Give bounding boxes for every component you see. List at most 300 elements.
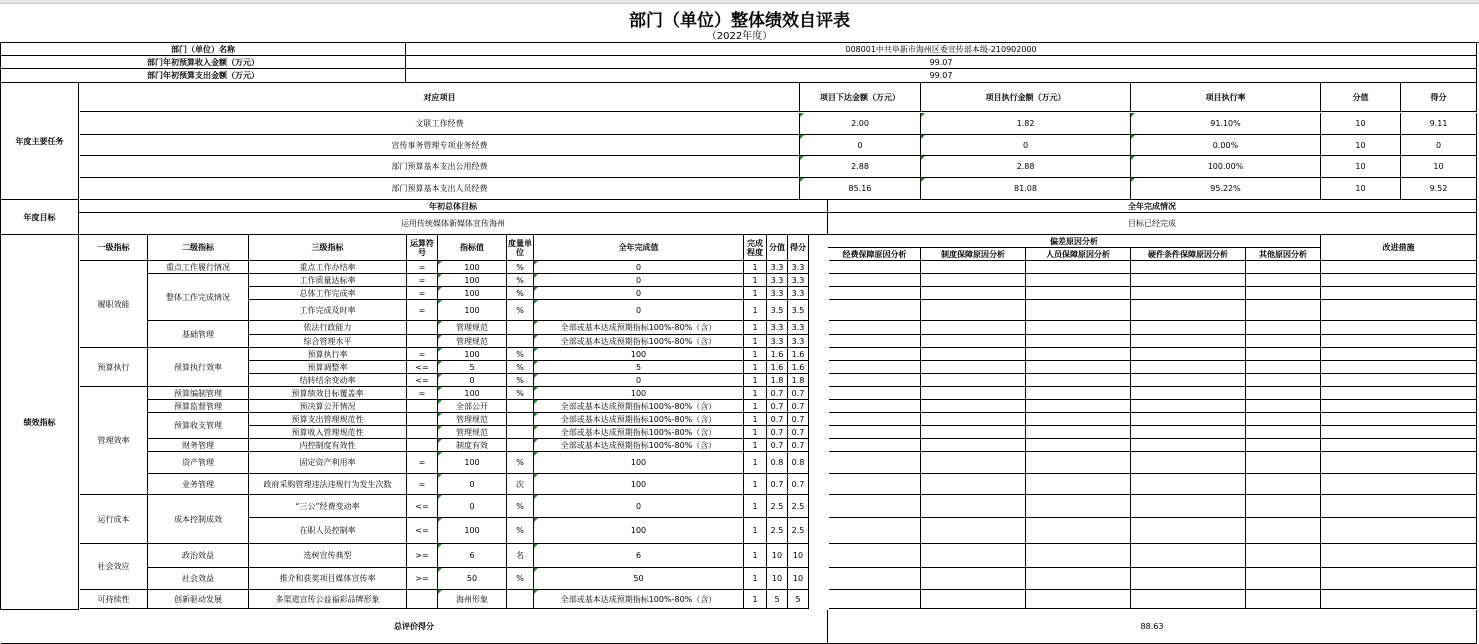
ind-row-18-col-0[interactable]: 选树宣传典型 (249, 544, 407, 568)
ind-row-19-col-0[interactable]: 推介和获奖项目媒体宣传率 (249, 568, 407, 590)
level2-9[interactable]: 业务管理 (148, 474, 249, 495)
ind-row-16-dev-4[interactable] (1246, 495, 1321, 518)
ind-row-14-dev-1[interactable] (921, 452, 1026, 474)
ind-row-12-col-4[interactable]: 全部或基本达成预期指标100%-80%（含） (534, 426, 744, 439)
expense-value[interactable]: 99.07 (406, 69, 1477, 83)
task-row-3-col-4[interactable]: 10 (1321, 178, 1401, 200)
ind-row-13-col-0[interactable]: 内控制度有效性 (249, 439, 407, 452)
dept-name-label[interactable]: 部门（单位）名称 (1, 43, 406, 56)
ind-header-actual[interactable]: 全年完成值 (534, 235, 744, 261)
ind-row-2-improve[interactable] (1321, 287, 1477, 300)
ind-row-5-col-7[interactable]: 3.3 (788, 335, 809, 348)
ind-row-17-dev-3[interactable] (1131, 518, 1246, 544)
goal-initial-value[interactable]: 运用传统媒体新媒体宣传海州 (79, 213, 828, 235)
ind-row-13-improve[interactable] (1321, 439, 1477, 452)
level2-4[interactable]: 预算编制管理 (148, 387, 249, 400)
ind-row-16-col-1[interactable]: <= (407, 495, 438, 518)
ind-row-19-col-1[interactable]: >= (407, 568, 438, 590)
ind-row-15-dev-2[interactable] (1026, 474, 1131, 495)
ind-row-10-dev-0[interactable] (829, 400, 921, 413)
ind-row-17-dev-0[interactable] (829, 518, 921, 544)
level2-3[interactable]: 预算执行效率 (148, 348, 249, 387)
ind-row-3-col-5[interactable]: 1 (744, 300, 767, 321)
ind-row-16-col-5[interactable]: 1 (744, 495, 767, 518)
tasks-header-3[interactable]: 项目执行率 (1131, 83, 1321, 112)
ind-row-15-col-4[interactable]: 100 (534, 474, 744, 495)
ind-row-19-col-2[interactable]: 50 (438, 568, 507, 590)
ind-row-19-improve[interactable] (1321, 568, 1477, 590)
ind-row-11-col-2[interactable]: 管理规范 (438, 413, 507, 426)
ind-row-8-dev-1[interactable] (921, 374, 1026, 387)
goal-section-label[interactable]: 年度目标 (1, 200, 79, 235)
ind-row-2-col-1[interactable]: = (407, 287, 438, 300)
ind-row-15-dev-4[interactable] (1246, 474, 1321, 495)
ind-row-9-dev-1[interactable] (921, 387, 1026, 400)
ind-row-5-dev-2[interactable] (1026, 335, 1131, 348)
ind-row-5-dev-3[interactable] (1131, 335, 1246, 348)
ind-row-19-col-4[interactable]: 50 (534, 568, 744, 590)
task-row-1-col-4[interactable]: 10 (1321, 135, 1401, 156)
ind-row-15-dev-3[interactable] (1131, 474, 1246, 495)
ind-row-1-dev-4[interactable] (1246, 274, 1321, 287)
ind-header-level2[interactable]: 二级指标 (148, 235, 249, 261)
ind-row-19-dev-3[interactable] (1131, 568, 1246, 590)
ind-row-11-col-6[interactable]: 0.7 (767, 413, 788, 426)
ind-row-0-dev-0[interactable] (829, 261, 921, 274)
ind-row-11-col-0[interactable]: 预算支出管理规范性 (249, 413, 407, 426)
task-row-3-col-2[interactable]: 81.08 (921, 178, 1131, 200)
ind-row-4-dev-1[interactable] (921, 321, 1026, 335)
ind-row-0-col-1[interactable]: = (407, 261, 438, 274)
ind-row-20-col-5[interactable]: 1 (744, 590, 767, 609)
tasks-header-1[interactable]: 项目下达金额（万元） (800, 83, 921, 112)
ind-row-15-col-5[interactable]: 1 (744, 474, 767, 495)
ind-row-3-col-6[interactable]: 3.5 (767, 300, 788, 321)
ind-row-12-dev-1[interactable] (921, 426, 1026, 439)
ind-row-0-col-0[interactable]: 重点工作办结率 (249, 261, 407, 274)
task-row-2-col-4[interactable]: 10 (1321, 156, 1401, 178)
ind-row-2-dev-4[interactable] (1246, 287, 1321, 300)
ind-row-13-col-5[interactable]: 1 (744, 439, 767, 452)
ind-row-17-dev-2[interactable] (1026, 518, 1131, 544)
ind-row-1-dev-1[interactable] (921, 274, 1026, 287)
ind-row-19-col-5[interactable]: 1 (744, 568, 767, 590)
ind-row-8-dev-0[interactable] (829, 374, 921, 387)
ind-row-7-col-0[interactable]: 预算调整率 (249, 361, 407, 374)
level1-3[interactable]: 运行成本 (80, 495, 148, 544)
ind-row-6-col-0[interactable]: 预算执行率 (249, 348, 407, 361)
ind-row-14-dev-0[interactable] (829, 452, 921, 474)
ind-row-15-col-2[interactable]: 0 (438, 474, 507, 495)
ind-row-16-col-4[interactable]: 0 (534, 495, 744, 518)
level2-10[interactable]: 成本控制成效 (148, 495, 249, 544)
ind-row-0-col-5[interactable]: 1 (744, 261, 767, 274)
ind-row-20-col-6[interactable]: 5 (767, 590, 788, 609)
ind-row-7-col-2[interactable]: 5 (438, 361, 507, 374)
ind-row-16-col-6[interactable]: 2.5 (767, 495, 788, 518)
ind-row-6-col-3[interactable]: % (507, 348, 534, 361)
ind-header-score[interactable]: 得分 (788, 235, 809, 261)
task-row-1-col-3[interactable]: 0.00% (1131, 135, 1321, 156)
level2-12[interactable]: 社会效益 (148, 568, 249, 590)
ind-row-8-col-5[interactable]: 1 (744, 374, 767, 387)
ind-row-7-improve[interactable] (1321, 361, 1477, 374)
level2-7[interactable]: 财务管理 (148, 439, 249, 452)
ind-row-16-col-3[interactable]: % (507, 495, 534, 518)
ind-row-1-col-0[interactable]: 工作质量达标率 (249, 274, 407, 287)
ind-row-1-improve[interactable] (1321, 274, 1477, 287)
ind-row-4-col-1[interactable] (407, 321, 438, 335)
ind-row-7-dev-2[interactable] (1026, 361, 1131, 374)
tasks-header-4[interactable]: 分值 (1321, 83, 1401, 112)
ind-row-9-col-4[interactable]: 100 (534, 387, 744, 400)
level2-8[interactable]: 资产管理 (148, 452, 249, 474)
ind-row-6-dev-0[interactable] (829, 348, 921, 361)
ind-row-3-dev-4[interactable] (1246, 300, 1321, 321)
ind-row-14-dev-4[interactable] (1246, 452, 1321, 474)
ind-row-0-col-7[interactable]: 3.3 (788, 261, 809, 274)
ind-row-20-col-3[interactable] (507, 590, 534, 609)
ind-row-13-col-6[interactable]: 0.7 (767, 439, 788, 452)
ind-row-16-dev-1[interactable] (921, 495, 1026, 518)
task-row-2-col-5[interactable]: 10 (1401, 156, 1477, 178)
ind-row-14-improve[interactable] (1321, 452, 1477, 474)
ind-header-level3[interactable]: 三级指标 (249, 235, 407, 261)
level2-1[interactable]: 整体工作完成情况 (148, 274, 249, 321)
ind-row-15-improve[interactable] (1321, 474, 1477, 495)
indicators-section-label[interactable]: 绩效指标 (1, 235, 79, 610)
goal-initial-header[interactable]: 年初总体目标 (79, 200, 828, 213)
ind-row-3-dev-2[interactable] (1026, 300, 1131, 321)
ind-row-16-dev-3[interactable] (1131, 495, 1246, 518)
ind-row-1-col-5[interactable]: 1 (744, 274, 767, 287)
ind-row-2-dev-0[interactable] (829, 287, 921, 300)
ind-row-3-dev-0[interactable] (829, 300, 921, 321)
ind-row-12-col-1[interactable] (407, 426, 438, 439)
ind-row-8-improve[interactable] (1321, 374, 1477, 387)
ind-row-20-col-2[interactable]: 海州形象 (438, 590, 507, 609)
level2-0[interactable]: 重点工作履行情况 (148, 261, 249, 274)
ind-row-5-dev-0[interactable] (829, 335, 921, 348)
ind-row-8-col-6[interactable]: 1.8 (767, 374, 788, 387)
ind-row-9-dev-3[interactable] (1131, 387, 1246, 400)
ind-row-16-dev-0[interactable] (829, 495, 921, 518)
ind-row-4-dev-3[interactable] (1131, 321, 1246, 335)
ind-row-6-col-7[interactable]: 1.6 (788, 348, 809, 361)
ind-row-12-col-2[interactable]: 管理规范 (438, 426, 507, 439)
ind-row-7-col-5[interactable]: 1 (744, 361, 767, 374)
ind-row-5-col-4[interactable]: 全部或基本达成预期指标100%-80%（含） (534, 335, 744, 348)
ind-header-unit[interactable]: 度量单位 (507, 235, 534, 261)
tasks-section-label[interactable]: 年度主要任务 (1, 83, 79, 200)
ind-row-6-dev-3[interactable] (1131, 348, 1246, 361)
ind-header-operator[interactable]: 运算符号 (407, 235, 438, 261)
ind-row-20-col-1[interactable] (407, 590, 438, 609)
ind-row-20-dev-0[interactable] (829, 590, 921, 609)
ind-row-17-col-2[interactable]: 100 (438, 518, 507, 544)
ind-row-4-col-2[interactable]: 管理规范 (438, 321, 507, 335)
ind-row-18-dev-3[interactable] (1131, 544, 1246, 568)
ind-row-15-col-6[interactable]: 0.7 (767, 474, 788, 495)
task-row-0-col-2[interactable]: 1.82 (921, 113, 1131, 135)
ind-row-18-dev-4[interactable] (1246, 544, 1321, 568)
tasks-header-0[interactable]: 对应项目 (80, 83, 800, 112)
ind-row-17-improve[interactable] (1321, 518, 1477, 544)
ind-row-9-col-6[interactable]: 0.7 (767, 387, 788, 400)
ind-row-11-col-3[interactable] (507, 413, 534, 426)
ind-row-18-col-4[interactable]: 6 (534, 544, 744, 568)
ind-row-9-col-7[interactable]: 0.7 (788, 387, 809, 400)
level1-1[interactable]: 预算执行 (80, 348, 148, 387)
ind-row-12-dev-3[interactable] (1131, 426, 1246, 439)
ind-row-9-improve[interactable] (1321, 387, 1477, 400)
ind-row-18-col-1[interactable]: >= (407, 544, 438, 568)
ind-row-14-col-2[interactable]: 100 (438, 452, 507, 474)
level2-2[interactable]: 基础管理 (148, 321, 249, 348)
ind-row-8-col-1[interactable]: <= (407, 374, 438, 387)
ind-row-9-col-5[interactable]: 1 (744, 387, 767, 400)
ind-row-9-col-2[interactable]: 100 (438, 387, 507, 400)
ind-row-17-col-4[interactable]: 100 (534, 518, 744, 544)
ind-row-9-dev-2[interactable] (1026, 387, 1131, 400)
ind-row-1-col-1[interactable]: = (407, 274, 438, 287)
ind-row-12-dev-0[interactable] (829, 426, 921, 439)
ind-row-10-col-1[interactable] (407, 400, 438, 413)
ind-row-0-improve[interactable] (1321, 261, 1477, 274)
ind-header-improve[interactable]: 改进措施 (1321, 235, 1477, 261)
ind-row-18-col-5[interactable]: 1 (744, 544, 767, 568)
ind-row-6-col-5[interactable]: 1 (744, 348, 767, 361)
ind-row-10-dev-2[interactable] (1026, 400, 1131, 413)
income-label[interactable]: 部门年初预算收入金额（万元） (1, 56, 406, 69)
ind-row-10-col-7[interactable]: 0.7 (788, 400, 809, 413)
ind-row-13-dev-4[interactable] (1246, 439, 1321, 452)
ind-row-8-col-3[interactable]: % (507, 374, 534, 387)
ind-row-18-dev-0[interactable] (829, 544, 921, 568)
ind-row-14-col-5[interactable]: 1 (744, 452, 767, 474)
ind-header-dev-3[interactable]: 硬件条件保障原因分析 (1131, 248, 1246, 261)
goal-completion-header[interactable]: 全年完成情况 (828, 200, 1477, 213)
ind-row-19-dev-4[interactable] (1246, 568, 1321, 590)
ind-row-0-col-6[interactable]: 3.3 (767, 261, 788, 274)
ind-row-17-col-0[interactable]: 在职人员控制率 (249, 518, 407, 544)
ind-row-0-dev-2[interactable] (1026, 261, 1131, 274)
level1-2[interactable]: 管理效率 (80, 387, 148, 495)
task-row-3-col-0[interactable]: 部门预算基本支出人员经费 (80, 178, 800, 200)
ind-row-17-col-3[interactable]: % (507, 518, 534, 544)
ind-row-16-dev-2[interactable] (1026, 495, 1131, 518)
ind-row-15-col-3[interactable]: 次 (507, 474, 534, 495)
ind-row-17-col-7[interactable]: 2.5 (788, 518, 809, 544)
ind-row-5-col-1[interactable] (407, 335, 438, 348)
ind-row-6-col-1[interactable]: = (407, 348, 438, 361)
ind-row-3-col-0[interactable]: 工作完成及时率 (249, 300, 407, 321)
ind-row-13-dev-0[interactable] (829, 439, 921, 452)
ind-row-3-improve[interactable] (1321, 300, 1477, 321)
ind-row-9-col-1[interactable]: = (407, 387, 438, 400)
ind-row-7-col-1[interactable]: <= (407, 361, 438, 374)
ind-row-0-col-2[interactable]: 100 (438, 261, 507, 274)
task-row-1-col-1[interactable]: 0 (800, 135, 921, 156)
ind-row-15-col-0[interactable]: 政府采购管理违法违规行为发生次数 (249, 474, 407, 495)
ind-row-15-dev-1[interactable] (921, 474, 1026, 495)
ind-header-deviation[interactable]: 偏差原因分析 (828, 235, 1321, 248)
ind-row-11-col-7[interactable]: 0.7 (788, 413, 809, 426)
ind-row-10-dev-1[interactable] (921, 400, 1026, 413)
ind-row-9-col-0[interactable]: 预算绩效目标覆盖率 (249, 387, 407, 400)
ind-row-0-col-4[interactable]: 0 (534, 261, 744, 274)
ind-row-8-col-4[interactable]: 0 (534, 374, 744, 387)
ind-row-13-dev-2[interactable] (1026, 439, 1131, 452)
total-label[interactable]: 总评价得分 (1, 610, 828, 644)
ind-row-17-col-1[interactable]: <= (407, 518, 438, 544)
ind-row-11-dev-4[interactable] (1246, 413, 1321, 426)
ind-row-6-col-4[interactable]: 100 (534, 348, 744, 361)
ind-row-3-col-1[interactable]: = (407, 300, 438, 321)
task-row-1-col-5[interactable]: 0 (1401, 135, 1477, 156)
ind-row-16-col-0[interactable]: “三公”经费变动率 (249, 495, 407, 518)
ind-row-5-col-3[interactable] (507, 335, 534, 348)
ind-row-6-col-2[interactable]: 100 (438, 348, 507, 361)
ind-row-14-col-1[interactable]: = (407, 452, 438, 474)
ind-row-4-improve[interactable] (1321, 321, 1477, 335)
task-row-2-col-3[interactable]: 100.00% (1131, 156, 1321, 178)
ind-row-10-dev-4[interactable] (1246, 400, 1321, 413)
tasks-header-2[interactable]: 项目执行金额（万元） (921, 83, 1131, 112)
ind-row-2-col-3[interactable]: % (507, 287, 534, 300)
ind-row-2-col-7[interactable]: 3.3 (788, 287, 809, 300)
ind-row-19-col-6[interactable]: 10 (767, 568, 788, 590)
ind-row-11-improve[interactable] (1321, 413, 1477, 426)
ind-row-17-dev-1[interactable] (921, 518, 1026, 544)
level1-0[interactable]: 履职效能 (80, 261, 148, 348)
ind-row-2-dev-1[interactable] (921, 287, 1026, 300)
ind-row-7-col-6[interactable]: 1.6 (767, 361, 788, 374)
ind-row-1-col-2[interactable]: 100 (438, 274, 507, 287)
ind-row-4-col-7[interactable]: 3.3 (788, 321, 809, 335)
ind-row-4-dev-0[interactable] (829, 321, 921, 335)
ind-row-9-col-3[interactable]: % (507, 387, 534, 400)
ind-row-19-col-7[interactable]: 10 (788, 568, 809, 590)
ind-row-7-col-7[interactable]: 1.6 (788, 361, 809, 374)
ind-row-7-dev-0[interactable] (829, 361, 921, 374)
total-value[interactable]: 88.63 (828, 610, 1477, 644)
ind-row-15-dev-0[interactable] (829, 474, 921, 495)
ind-row-7-dev-1[interactable] (921, 361, 1026, 374)
ind-row-12-col-5[interactable]: 1 (744, 426, 767, 439)
ind-row-14-col-7[interactable]: 0.8 (788, 452, 809, 474)
ind-row-7-col-4[interactable]: 5 (534, 361, 744, 374)
ind-row-19-dev-0[interactable] (829, 568, 921, 590)
ind-header-level1[interactable]: 一级指标 (80, 235, 148, 261)
ind-row-2-col-2[interactable]: 100 (438, 287, 507, 300)
ind-row-9-dev-0[interactable] (829, 387, 921, 400)
ind-row-20-dev-4[interactable] (1246, 590, 1321, 609)
task-row-0-col-4[interactable]: 10 (1321, 113, 1401, 135)
ind-row-8-col-0[interactable]: 结转结余变动率 (249, 374, 407, 387)
ind-row-5-col-2[interactable]: 管理规范 (438, 335, 507, 348)
ind-row-11-col-1[interactable] (407, 413, 438, 426)
goal-completion-value[interactable]: 目标已经完成 (828, 213, 1477, 235)
ind-row-12-col-3[interactable] (507, 426, 534, 439)
task-row-2-col-2[interactable]: 2.88 (921, 156, 1131, 178)
ind-row-6-improve[interactable] (1321, 348, 1477, 361)
ind-row-1-col-3[interactable]: % (507, 274, 534, 287)
task-row-2-col-1[interactable]: 2.88 (800, 156, 921, 178)
ind-row-19-dev-1[interactable] (921, 568, 1026, 590)
ind-row-1-dev-2[interactable] (1026, 274, 1131, 287)
ind-row-3-dev-1[interactable] (921, 300, 1026, 321)
ind-row-18-col-3[interactable]: 名 (507, 544, 534, 568)
ind-row-2-dev-2[interactable] (1026, 287, 1131, 300)
ind-row-0-dev-4[interactable] (1246, 261, 1321, 274)
ind-row-8-col-2[interactable]: 0 (438, 374, 507, 387)
ind-row-4-col-4[interactable]: 全部或基本达成预期指标100%-80%（含） (534, 321, 744, 335)
task-row-3-col-3[interactable]: 95.22% (1131, 178, 1321, 200)
ind-row-7-col-3[interactable]: % (507, 361, 534, 374)
ind-row-16-col-7[interactable]: 2.5 (788, 495, 809, 518)
ind-row-6-dev-1[interactable] (921, 348, 1026, 361)
ind-row-19-col-3[interactable]: % (507, 568, 534, 590)
ind-header-dev-4[interactable]: 其他原因分析 (1246, 248, 1321, 261)
ind-row-8-col-7[interactable]: 1.8 (788, 374, 809, 387)
ind-row-8-dev-4[interactable] (1246, 374, 1321, 387)
ind-row-5-dev-1[interactable] (921, 335, 1026, 348)
task-row-3-col-1[interactable]: 85.16 (800, 178, 921, 200)
ind-row-12-dev-4[interactable] (1246, 426, 1321, 439)
ind-row-20-col-7[interactable]: 5 (788, 590, 809, 609)
ind-header-score_value[interactable]: 分值 (767, 235, 788, 261)
ind-row-4-col-0[interactable]: 依法行政能力 (249, 321, 407, 335)
ind-header-dev-1[interactable]: 制度保障原因分析 (921, 248, 1026, 261)
ind-row-18-dev-1[interactable] (921, 544, 1026, 568)
ind-row-12-col-0[interactable]: 预算收入管理规范性 (249, 426, 407, 439)
ind-row-15-col-1[interactable]: = (407, 474, 438, 495)
ind-row-16-col-2[interactable]: 0 (438, 495, 507, 518)
ind-row-2-col-0[interactable]: 总体工作完成率 (249, 287, 407, 300)
level2-6[interactable]: 预算收支管理 (148, 413, 249, 439)
ind-row-3-col-2[interactable]: 100 (438, 300, 507, 321)
task-row-0-col-3[interactable]: 91.10% (1131, 113, 1321, 135)
ind-row-11-dev-2[interactable] (1026, 413, 1131, 426)
ind-row-11-dev-0[interactable] (829, 413, 921, 426)
ind-header-degree[interactable]: 完成程度 (744, 235, 767, 261)
ind-row-14-col-3[interactable]: % (507, 452, 534, 474)
ind-row-10-col-6[interactable]: 0.7 (767, 400, 788, 413)
ind-row-20-dev-3[interactable] (1131, 590, 1246, 609)
ind-row-18-col-7[interactable]: 10 (788, 544, 809, 568)
level2-11[interactable]: 政治效益 (148, 544, 249, 568)
level2-13[interactable]: 创新驱动发展 (148, 590, 249, 609)
ind-row-4-dev-4[interactable] (1246, 321, 1321, 335)
ind-row-2-col-4[interactable]: 0 (534, 287, 744, 300)
ind-row-20-dev-2[interactable] (1026, 590, 1131, 609)
ind-row-4-dev-2[interactable] (1026, 321, 1131, 335)
ind-row-2-col-5[interactable]: 1 (744, 287, 767, 300)
ind-row-16-improve[interactable] (1321, 495, 1477, 518)
ind-row-3-col-4[interactable]: 0 (534, 300, 744, 321)
ind-row-0-col-3[interactable]: % (507, 261, 534, 274)
ind-row-10-improve[interactable] (1321, 400, 1477, 413)
task-row-0-col-1[interactable]: 2.00 (800, 113, 921, 135)
ind-header-dev-0[interactable]: 经费保障原因分析 (829, 248, 921, 261)
ind-header-dev-2[interactable]: 人员保障原因分析 (1026, 248, 1131, 261)
ind-header-target[interactable]: 指标值 (438, 235, 507, 261)
ind-row-8-dev-2[interactable] (1026, 374, 1131, 387)
ind-row-13-col-2[interactable]: 制度有效 (438, 439, 507, 452)
ind-row-1-dev-0[interactable] (829, 274, 921, 287)
ind-row-17-col-6[interactable]: 2.5 (767, 518, 788, 544)
